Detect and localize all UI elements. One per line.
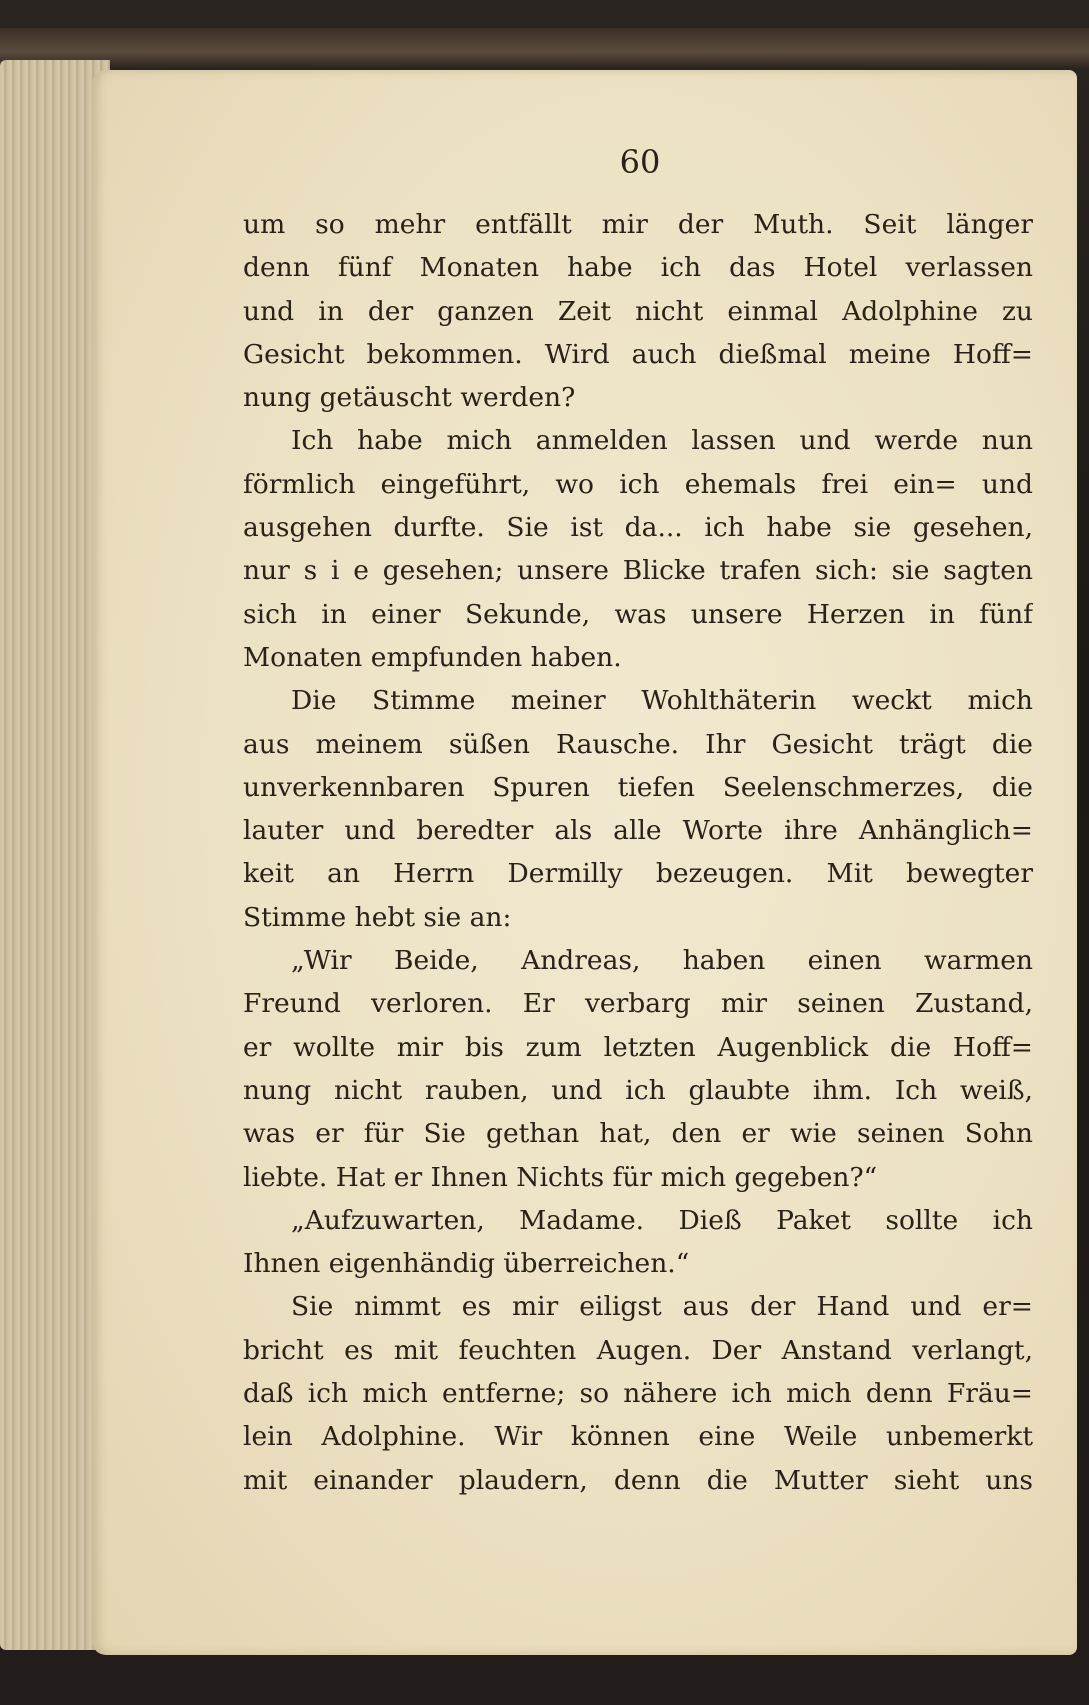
text-line: lein Adolphine. Wir können eine Weile unbemerkt [243,1421,1033,1453]
text-line: Die Stimme meiner Wohlthäterin weckt mich [291,685,1033,717]
text-line: was er für Sie gethan hat, den er wie seinen Sohn [243,1118,1033,1150]
text-line: „Aufzuwarten, Madame. Dieß Paket sollte ich [291,1204,1033,1236]
text-line: „Wir Beide, Andreas, haben einen warmen [291,945,1033,977]
text-line: er wollte mir bis zum letzten Augenblick die Hoff= [243,1031,1033,1063]
text-line: keit an Herrn Dermilly bezeugen. Mit bewegter [243,858,1033,890]
text-line: mit einander plaudern, denn die Mutter sieht uns [243,1464,1033,1496]
page-number: 60 [619,143,661,181]
text-line: ausgehen durfte. Sie ist da... ich habe sie gesehen, [243,512,1033,544]
text-line: sich in einer Sekunde, was unsere Herzen in fünf [243,598,1033,630]
text-line: und in der ganzen Zeit nicht einmal Adolphine zu [243,295,1033,327]
text-line: daß ich mich entferne; so nähere ich mich denn Fräu= [243,1378,1033,1410]
text-line: nung getäuscht werden? [243,382,576,414]
text-line: denn fünf Monaten habe ich das Hotel verlassen [243,252,1033,284]
text-line: Ich habe mich anmelden lassen und werde nun [291,425,1033,457]
text-line: Ihnen eigenhändig überreichen.“ [243,1248,690,1280]
text-line: bricht es mit feuchten Augen. Der Anstand verlangt, [243,1334,1033,1366]
text-line: Freund verloren. Er verbarg mir seinen Zustand, [243,988,1033,1020]
text-line: aus meinem süßen Rausche. Ihr Gesicht trägt die [243,728,1033,760]
text-line: nung nicht rauben, und ich glaubte ihm. Ich weiß, [243,1074,1033,1106]
body-text [243,203,1033,1502]
text-line: lauter und beredter als alle Worte ihre Anhänglich= [243,815,1033,847]
text-line: unverkennbaren Spuren tiefen Seelenschmerzes, die [243,771,1033,803]
text-line: Stimme hebt sie an: [243,901,512,933]
text-line: um so mehr entfällt mir der Muth. Seit länger [243,209,1033,240]
book-cover-edge [0,28,1089,68]
text-line: nur s i e gesehen; unsere Blicke trafen sich: sie sagten [243,555,1033,587]
text-line: förmlich eingeführt, wo ich ehemals frei ein= und [243,468,1033,500]
text-line: Gesicht bekommen. Wird auch dießmal meine Hoff= [243,338,1033,370]
text-line: liebte. Hat er Ihnen Nichts für mich gegeben?“ [243,1161,878,1193]
text-line: Sie nimmt es mir eiligst aus der Hand und er= [291,1291,1033,1323]
text-line: Monaten empfunden haben. [243,641,622,673]
